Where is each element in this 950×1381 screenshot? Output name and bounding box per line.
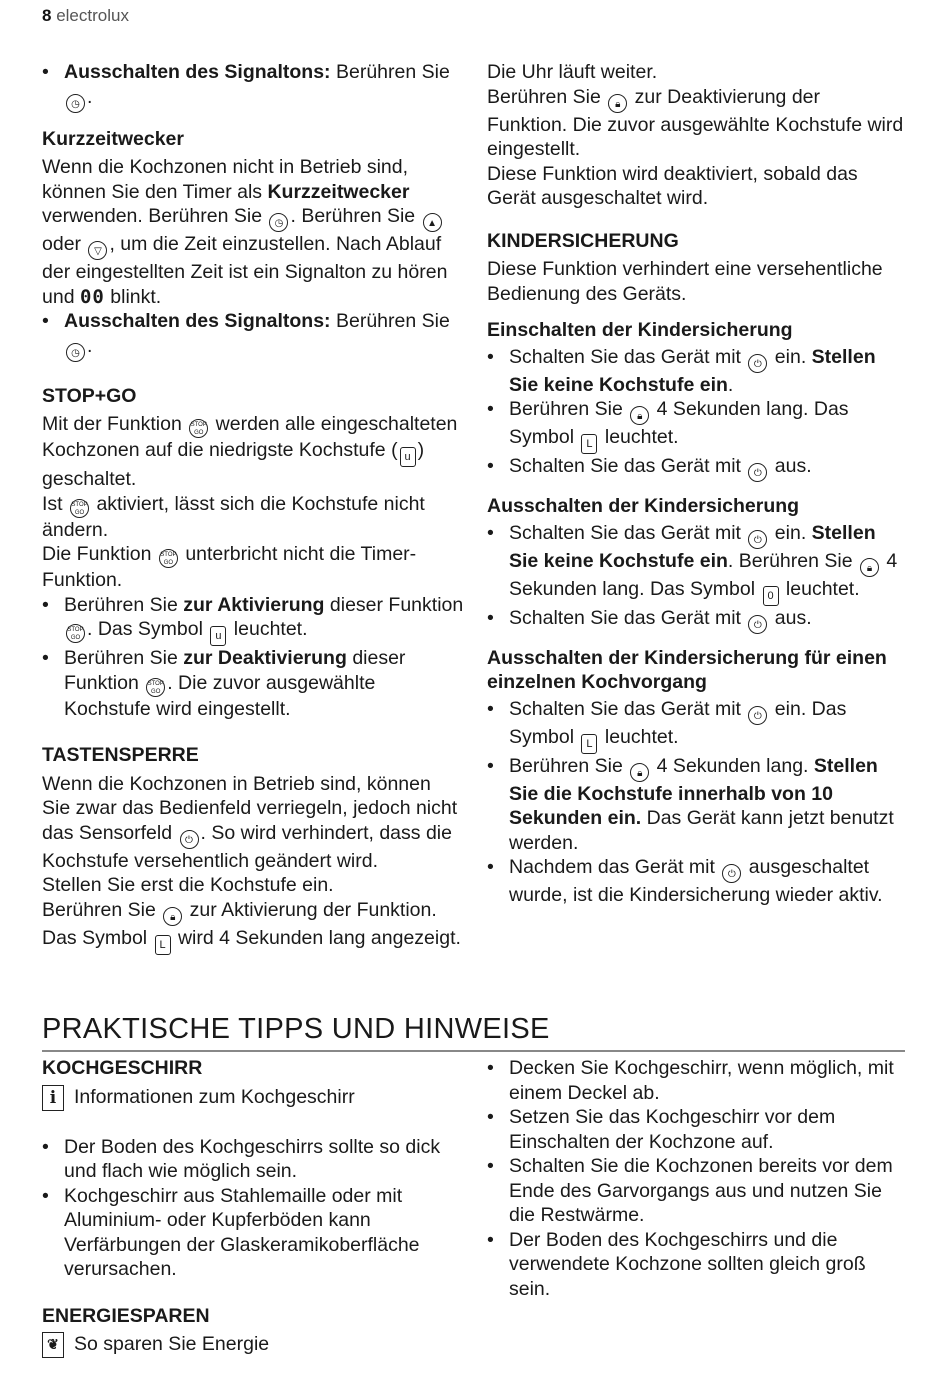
power-icon: ⏻ [180,830,199,849]
lock-l-symbol: L [581,734,597,754]
list-item: • Der Boden des Kochgeschirrs sollte so dick und flach wie möglich sein. [42,1135,464,1184]
brand-name: electrolux [56,6,129,25]
power-icon: ⏻ [748,463,767,482]
paragraph: Wenn die Kochzonen in Betrieb sind, können Sie zwar das Bedienfeld verriegeln, jedoch nicht das Sensorfeld ⏻ . So wird verhindert, dass die Kochstufe versehentlich geändert wird. [42,772,458,872]
lock-l-symbol: L [155,935,171,955]
heading-stop-go: STOP+GO [42,384,137,407]
arrow-up-icon: ▲ [423,213,442,232]
stop-go-icon: STOP GO [66,624,85,643]
paragraph: Stellen Sie erst die Kochstufe ein. [42,874,334,896]
list-item: • Nachdem das Gerät mit ⏻ ausgeschaltet wurde, ist die Kindersicherung wieder aktiv. [487,855,905,908]
list-item: • Ausschalten des Signaltons: Berühren Sie ◷ . [42,309,464,362]
page-header [42,4,129,29]
subheading-ausschalten: Ausschalten der Kindersicherung [487,495,800,517]
list-item: • Schalten Sie die Kochzonen bereits vor dem Ende des Garvorgangs aus und nutzen Sie die Restwärme. [487,1154,905,1228]
lock-icon: 🔒︎ [608,94,627,113]
right-column [487,60,905,908]
stop-go-icon: STOP GO [159,549,178,568]
info-icon: i [42,1085,64,1111]
list-item: • Schalten Sie das Gerät mit ⏻ aus. [487,454,905,482]
timer-icon: ◷ [269,213,288,232]
leaf-icon: ❦ [42,1332,64,1358]
paragraph: Wenn die Kochzonen nicht in Betrieb sind, können Sie den Timer als Kurzzeitwecker verwenden. Berühren Sie ◷ . Berühren Sie ▲ oder ▽ , um die Zeit einzustellen. Nach Ablauf der eingestellten Zeit ist ein Signalton zu hören und 00 blinkt. [42,156,448,308]
paragraph: Ist STOP GO aktiviert, lässt sich die Kochstufe nicht ändern. [42,492,425,541]
left-column [42,60,464,955]
heading-kochgeschirr: KOCHGESCHIRR [42,1057,203,1079]
list-item: • Berühren Sie 🔒︎ 4 Sekunden lang. Das Symbol L leuchtet. [487,397,905,454]
paragraph: Diese Funktion wird deaktiviert, sobald das Gerät ausgeschaltet wird. [487,162,858,209]
list-item: • Berühren Sie 🔒︎ 4 Sekunden lang. Stellen Sie die Kochstufe innerhalb von 10 Sekunden ein. Das Gerät kann jetzt benutzt werden. [487,754,905,856]
heading-kindersicherung: KINDERSICHERUNG [487,229,679,252]
heading-tastensperre: TASTENSPERRE [42,744,199,766]
bottom-right-column [487,1056,905,1301]
list-item: • Schalten Sie das Gerät mit ⏻ aus. [487,606,905,634]
paragraph: Diese Funktion verhindert eine versehentliche Bedienung des Geräts. [487,258,883,305]
list-item: • Schalten Sie das Gerät mit ⏻ ein. Das Symbol L leuchtet. [487,697,905,754]
arrow-down-icon: ▽ [88,241,107,260]
paragraph: Die Funktion STOP GO unterbricht nicht die Timer-Funktion. [42,543,417,591]
stop-go-icon: STOP GO [70,499,89,518]
lock-icon: 🔒︎ [163,907,182,926]
list-item: • Schalten Sie das Gerät mit ⏻ ein. Stellen Sie keine Kochstufe ein. Berühren Sie 🔒︎ 4 Sekunden lang. Das Symbol 0 leuchtet. [487,521,905,606]
paragraph: Die Uhr läuft weiter. [487,61,658,83]
stop-go-icon: STOP GO [189,419,208,438]
level-u-symbol: u [400,447,416,467]
power-icon: ⏻ [748,530,767,549]
paragraph: Berühren Sie 🔒︎ zur Aktivierung der Funktion. Das Symbol L wird 4 Sekunden lang angezeigt. [42,898,464,955]
list-item: • Schalten Sie das Gerät mit ⏻ ein. Stellen Sie keine Kochstufe ein. [487,345,905,398]
power-icon: ⏻ [748,615,767,634]
timer-icon: ◷ [66,343,85,362]
level-u-symbol: u [210,626,226,646]
list-item: • Ausschalten des Signaltons: Berühren Sie ◷ . [42,60,464,113]
lock-icon: 🔒︎ [860,558,879,577]
list-item: • Kochgeschirr aus Stahlemaille oder mit Aluminium- oder Kupferböden kann Verfärbungen der Glaskeramikoberfläche verursachen. [42,1184,464,1282]
paragraph: Berühren Sie 🔒︎ zur Deaktivierung der Funktion. Die zuvor ausgewählte Kochstufe wird eingestellt. [487,85,904,160]
heading-energiesparen: ENERGIESPAREN [42,1304,210,1327]
subheading-einzelner-kochvorgang: Ausschalten der Kindersicherung für einen einzelnen Kochvorgang [487,646,887,693]
energy-note: ❦ So sparen Sie Energie [42,1332,464,1358]
list-item: • Decken Sie Kochgeschirr, wenn möglich, mit einem Deckel ab. [487,1056,905,1105]
power-icon: ⏻ [748,706,767,725]
stop-go-icon: STOP GO [146,678,165,697]
list-item: • Berühren Sie zur Deaktivierung dieser Funktion STOP GO . Die zuvor ausgewählte Kochstufe wird eingestellt. [42,646,464,721]
power-icon: ⏻ [748,354,767,373]
section-divider [42,1050,905,1052]
list-item: • Der Boden des Kochgeschirrs und die verwendete Kochzone sollten gleich groß sein. [487,1228,905,1302]
page-number: 8 [42,6,52,25]
lock-icon: 🔒︎ [630,406,649,425]
list-item: • Setzen Sie das Kochgeschirr vor dem Einschalten der Kochzone auf. [487,1105,905,1154]
list-item: • Berühren Sie zur Aktivierung dieser Funktion STOP GO . Das Symbol u leuchtet. [42,593,464,647]
paragraph: Mit der Funktion STOP GO werden alle eingeschalteten Kochzonen auf die niedrigste Kochstufe ( u ) geschaltet. [42,413,458,490]
heading-kurzzeitwecker: Kurzzeitwecker [42,127,184,150]
timer-icon: ◷ [66,94,85,113]
zero-symbol: 0 [763,586,779,606]
bottom-left-column [42,1056,464,1358]
subheading-einschalten: Einschalten der Kindersicherung [487,319,793,341]
segment-display: 00 [79,285,105,308]
power-icon: ⏻ [722,864,741,883]
lock-icon: 🔒︎ [630,763,649,782]
lock-l-symbol: L [581,434,597,454]
section-title: PRAKTISCHE TIPPS UND HINWEISE [42,1013,550,1045]
info-note: i Informationen zum Kochgeschirr [42,1085,464,1111]
